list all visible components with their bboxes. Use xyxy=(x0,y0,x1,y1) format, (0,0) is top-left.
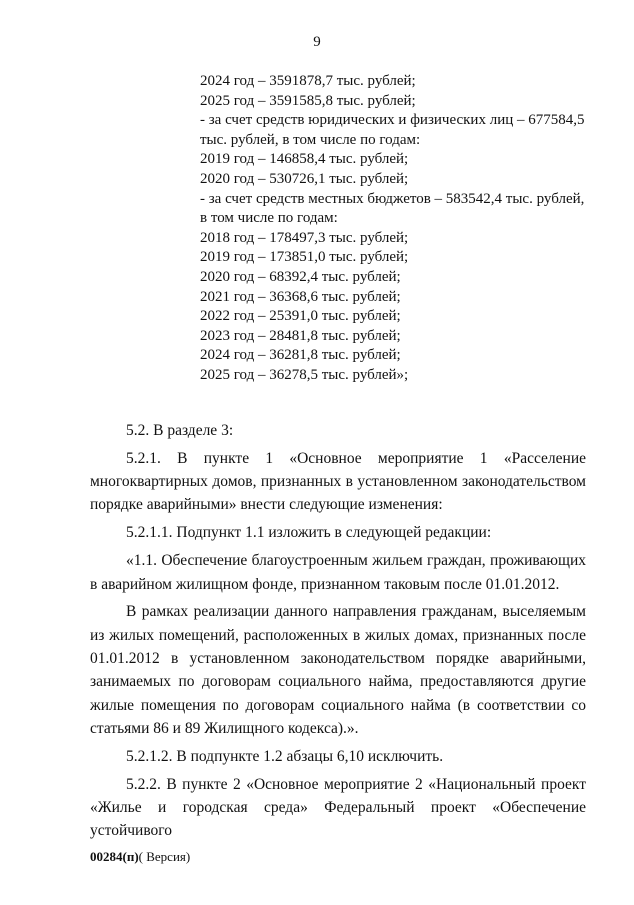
budget-line: 2019 год – 146858,4 тыс. рублей; xyxy=(200,151,409,168)
paragraph: 5.2.1.1. Подпункт 1.1 изложить в следующей редакции: xyxy=(126,524,492,542)
paragraph: 5.2.1. В пункте 1 «Основное мероприятие 1 «Расселение многоквартирных домов, признанных в установленном законодательством порядке аварийными» внести следующие изменения: xyxy=(90,449,586,514)
budget-line: 2018 год – 178497,3 тыс. рублей; xyxy=(200,229,409,246)
budget-line: 2020 год – 530726,1 тыс. рублей; xyxy=(200,170,409,187)
budget-line: 2022 год – 25391,0 тыс. рублей; xyxy=(200,308,401,325)
budget-line: - за счет средств местных бюджетов – 583542,4 тыс. рублей, xyxy=(200,190,585,207)
budget-line: 2024 год – 36281,8 тыс. рублей; xyxy=(200,347,401,364)
document-code: 00284(п) xyxy=(90,849,139,864)
budget-line: 2025 год – 36278,5 тыс. рублей»; xyxy=(200,366,409,383)
budget-line: 2023 год – 28481,8 тыс. рублей; xyxy=(200,327,401,344)
paragraph: 5.2.2. В пункте 2 «Основное мероприятие 2 «Национальный проект «Жилье и городская среда» Федеральный проект «Обеспечение устойчивого xyxy=(90,775,586,840)
document-body xyxy=(90,419,586,843)
budget-line: тыс. рублей, в том числе по годам: xyxy=(200,131,421,148)
budget-line: - за счет средств юридических и физических лиц – 677584,5 xyxy=(200,112,585,129)
budget-line: в том числе по годам: xyxy=(200,210,338,227)
budget-line: 2019 год – 173851,0 тыс. рублей; xyxy=(200,249,409,266)
paragraph: 5.2.1.2. В подпункте 1.2 абзацы 6,10 исключить. xyxy=(126,747,444,765)
paragraph: В рамках реализации данного направления гражданам, выселяемым из жилых помещений, расположенных в жилых домах, признанных после 01.01.2012 в установленном законодательством порядке аварийными, занимаемых по договорам социального найма, предоставляются другие жилые помещения по договорам социального найма (в соответствии со статьями 86 и 89 Жилищного кодекса).». xyxy=(90,603,586,737)
budget-list xyxy=(200,72,590,386)
page-number: 9 xyxy=(313,34,321,50)
document-version: ( Версия) xyxy=(138,849,191,864)
document-footer xyxy=(90,849,190,865)
section-heading: 5.2. В разделе 3: xyxy=(126,422,234,439)
budget-line: 2020 год – 68392,4 тыс. рублей; xyxy=(200,268,401,285)
budget-line: 2025 год – 3591585,8 тыс. рублей; xyxy=(200,92,416,109)
paragraph: «1.1. Обеспечение благоустроенным жильем граждан, проживающих в аварийном жилищном фонде, признанном таковым после 01.01.2012. xyxy=(90,552,586,593)
budget-line: 2021 год – 36368,6 тыс. рублей; xyxy=(200,288,401,305)
budget-line: 2024 год – 3591878,7 тыс. рублей; xyxy=(200,73,416,89)
